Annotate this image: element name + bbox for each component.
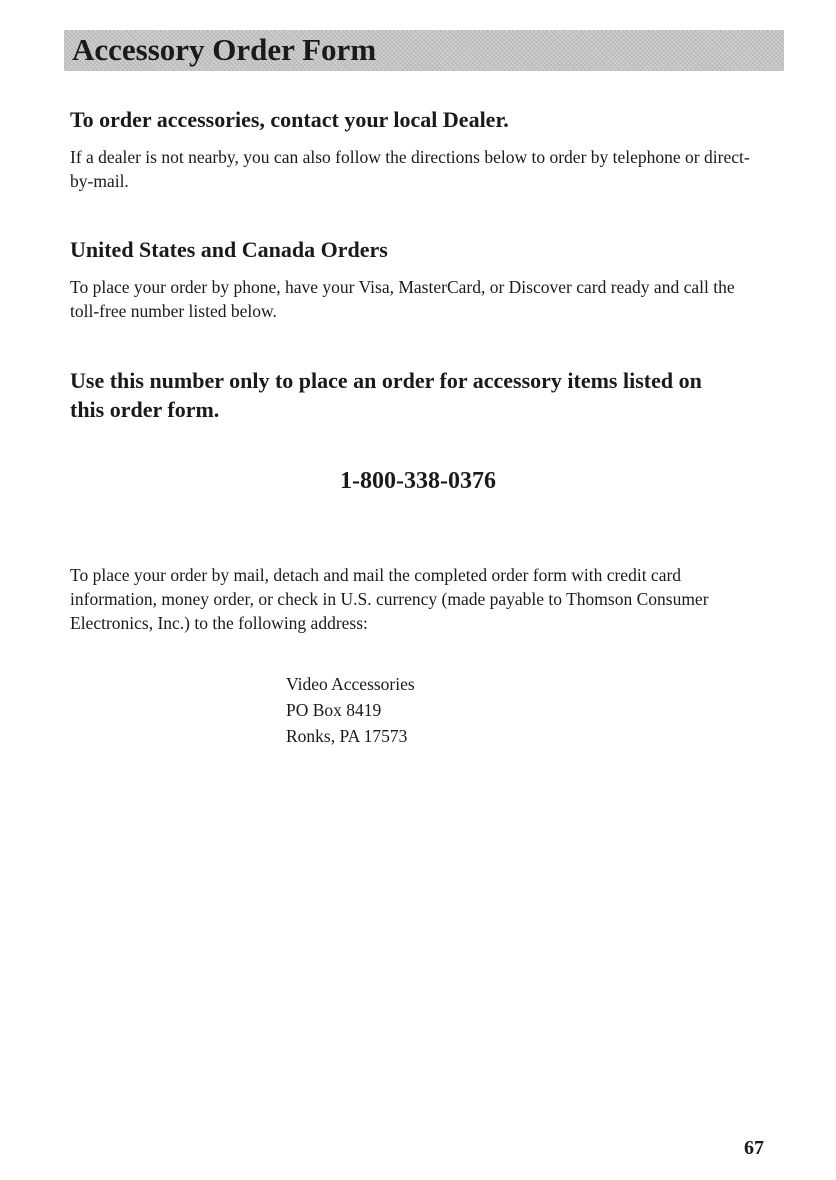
address-line-2: PO Box 8419: [286, 700, 382, 720]
page-title: Accessory Order Form: [72, 32, 377, 67]
us-canada-heading: United States and Canada Orders: [70, 237, 388, 262]
address-line-3: Ronks, PA 17573: [286, 726, 408, 746]
mailing-address: [286, 671, 415, 749]
notice-text: Use this number only to place an order for accessory items listed on this order form.: [70, 368, 702, 422]
us-canada-text: To place your order by phone, have your Visa, MasterCard, or Discover card ready and call the toll-free number listed below.: [70, 277, 735, 321]
phone-number: 1-800-338-0376: [340, 468, 496, 494]
intro-heading: To order accessories, contact your local Dealer.: [70, 107, 509, 132]
page-number: 67: [744, 1137, 764, 1159]
intro-text: If a dealer is not nearby, you can also follow the directions below to order by telephone or direct-by-mail.: [70, 147, 750, 191]
address-line-1: Video Accessories: [286, 674, 415, 694]
mail-instructions: To place your order by mail, detach and mail the completed order form with credit card information, money order, or check in U.S. currency (made payable to Thomson Consumer Electronics, Inc.) to the following address:: [70, 565, 709, 633]
title-banner: [64, 30, 784, 71]
